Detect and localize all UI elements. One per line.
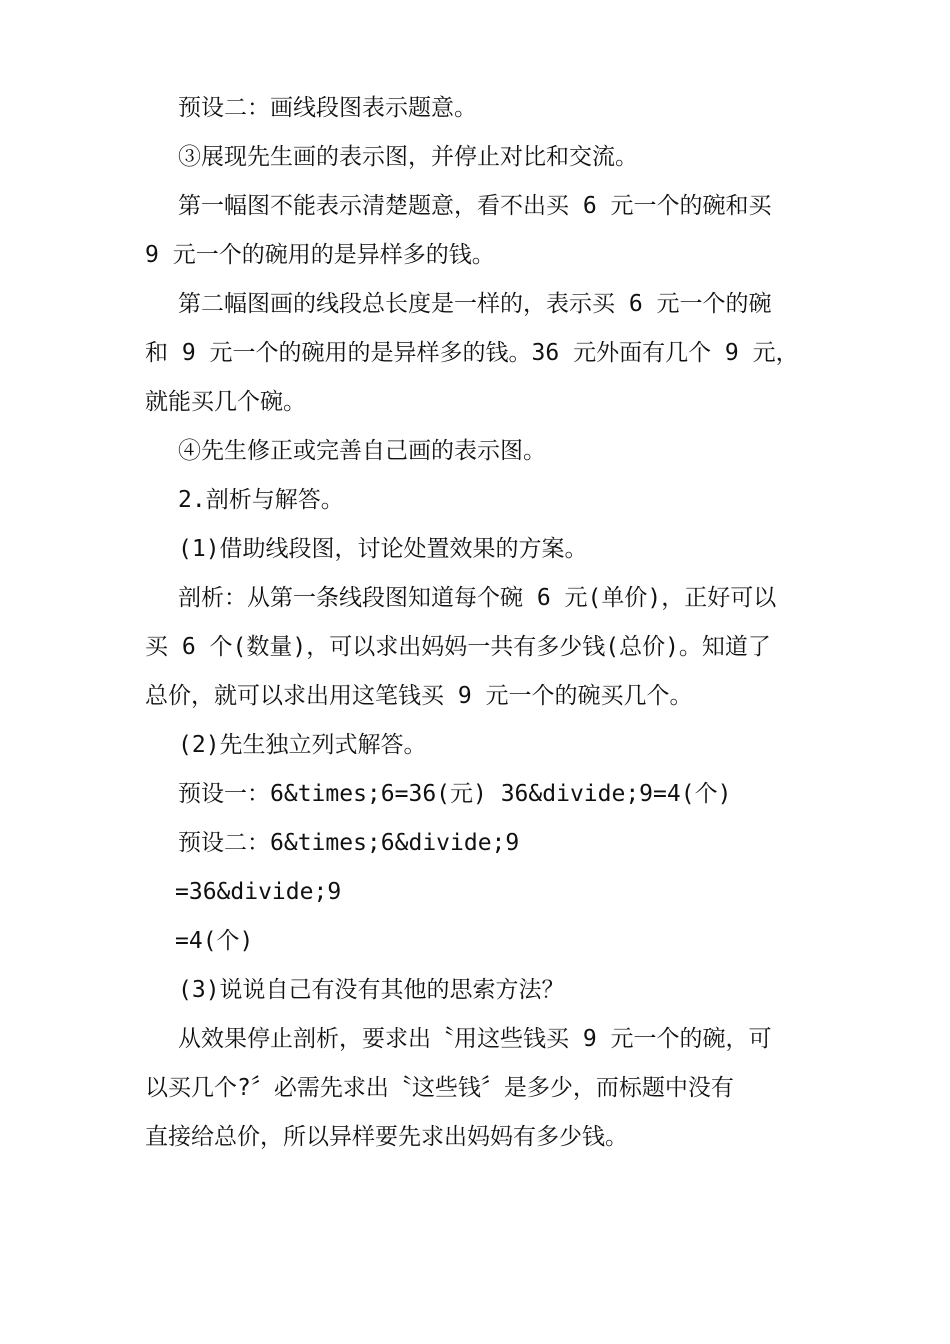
text-line: 以买几个?〞必需先求出〝这些钱〞是多少，而标题中没有 <box>145 1075 734 1101</box>
text-line: =36&divide;9 <box>175 879 342 905</box>
text-line: 2.剖析与解答。 <box>178 487 344 513</box>
text-line: (1)借助线段图，讨论处置效果的方案。 <box>178 536 588 562</box>
text-line: ③展现先生画的表示图，并停止对比和交流。 <box>178 144 638 170</box>
text-line: =4(个) <box>175 928 254 954</box>
text-line: 就能买几个碗。 <box>145 389 306 415</box>
text-line: (3)说说自己有没有其他的思索方法？ <box>178 977 565 1003</box>
text-line: 第一幅图不能表示清楚题意，看不出买 6 元一个的碗和买 <box>178 193 772 219</box>
text-line: 和 9 元一个的碗用的是异样多的钱。36 元外面有几个 9 元， <box>145 340 799 366</box>
text-line: 预设一：6&times;6=36(元) 36&divide;9=4(个) <box>178 781 732 807</box>
text-line: 预设二：画线段图表示题意。 <box>178 95 477 121</box>
text-line: 总价，就可以求出用这笔钱买 9 元一个的碗买几个。 <box>145 683 693 709</box>
text-line: 剖析：从第一条线段图知道每个碗 6 元(单价)，正好可以 <box>178 585 777 611</box>
text-line: 买 6 个(数量)，可以求出妈妈一共有多少钱(总价)。知道了 <box>145 634 771 660</box>
text-line: 预设二：6&times;6&divide;9 <box>178 830 520 856</box>
text-line: 从效果停止剖析，要求出〝用这些钱买 9 元一个的碗，可 <box>178 1026 772 1052</box>
text-line: 9 元一个的碗用的是异样多的钱。 <box>145 242 495 268</box>
text-line: 直接给总价，所以异样要先求出妈妈有多少钱。 <box>145 1124 628 1150</box>
text-line: 第二幅图画的线段总长度是一样的，表示买 6 元一个的碗 <box>178 291 772 317</box>
text-line: (2)先生独立列式解答。 <box>178 732 427 758</box>
text-line: ④先生修正或完善自己画的表示图。 <box>178 438 546 464</box>
